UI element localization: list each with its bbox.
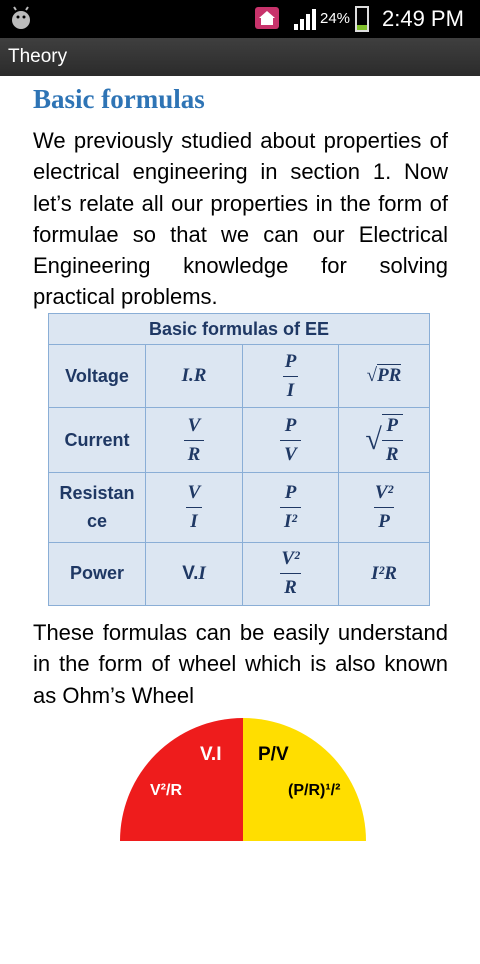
intro-paragraph: We previously studied about properties of electrical engineering in section 1. Now let’s relate all our properties in the form of formulae so that we can our Electrical Engineering knowledge for solving practical problems. xyxy=(33,128,448,310)
formula-cell: $\frac{\text{V²}}{P}$ xyxy=(339,473,430,543)
table-title: Basic formulas of EE xyxy=(49,314,430,345)
row-label-voltage: Voltage xyxy=(49,345,146,408)
formula-cell: $\frac{V}{I}$ xyxy=(146,473,243,543)
table-row-resistance xyxy=(49,473,430,543)
formula-cell: $\frac{V}{R}$ xyxy=(146,408,243,473)
formula-cell: V.I xyxy=(146,542,243,605)
wheel-quadrant-yellow xyxy=(243,718,366,841)
battery-icon xyxy=(355,6,369,32)
section-heading: Basic formulas xyxy=(33,84,205,114)
wheel-paragraph: These formulas can be easily understand in the form of wheel which is also known as Ohm’s Wheel xyxy=(33,620,448,708)
formula-cell: I.R xyxy=(146,345,243,408)
table-row-power xyxy=(49,542,430,605)
formula-cell: √ $\frac{P}{R}$ xyxy=(339,408,430,473)
home-notification-icon xyxy=(255,7,279,29)
formula-cell: √PR xyxy=(339,345,430,408)
formula-table xyxy=(48,313,430,606)
wheel-label-v2r: V²/R xyxy=(150,782,182,799)
wheel-label-pv: P/V xyxy=(258,744,289,765)
formula-cell: $\frac{P}{I}$ xyxy=(243,345,339,408)
table-row-voltage xyxy=(49,345,430,408)
formula-cell: $\frac{\text{V²}}{R}$ xyxy=(243,542,339,605)
row-label-current: Current xyxy=(49,408,146,473)
app-title-bar xyxy=(0,38,480,76)
formula-cell: I²R xyxy=(339,542,430,605)
signal-icon xyxy=(292,8,318,30)
wheel-label-pr: (P/R)¹/² xyxy=(288,782,341,799)
formula-cell: $\frac{P}{\text{I²}}$ xyxy=(243,473,339,543)
battery-percentage: 24% xyxy=(320,10,351,27)
wheel-quadrant-red xyxy=(120,718,243,841)
android-debug-icon xyxy=(8,5,34,31)
page-title: Theory xyxy=(8,46,68,67)
wheel-label-vi: V.I xyxy=(200,744,222,765)
status-bar xyxy=(0,0,480,38)
table-row-current xyxy=(49,408,430,473)
row-label-power: Power xyxy=(49,542,146,605)
formula-cell: $\frac{P}{V}$ xyxy=(243,408,339,473)
clock: 2:49 PM xyxy=(382,6,464,31)
row-label-resistance: Resistan ce xyxy=(49,473,146,543)
ohms-wheel xyxy=(120,718,366,964)
